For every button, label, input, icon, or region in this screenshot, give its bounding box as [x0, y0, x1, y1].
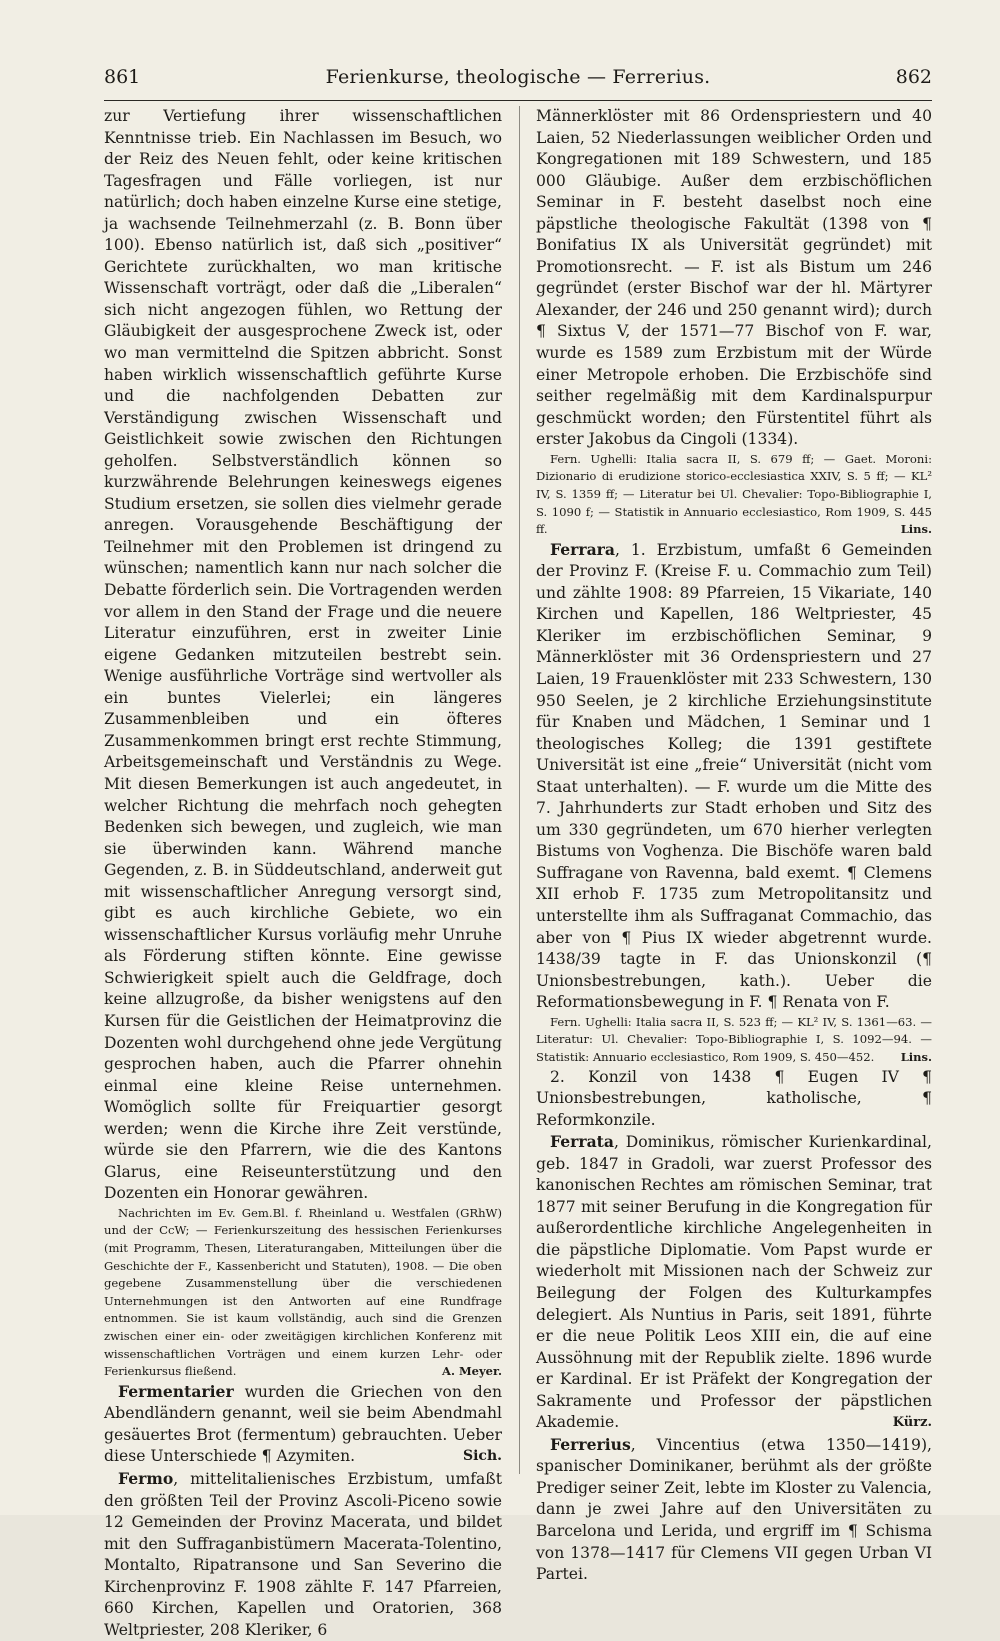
page-number-right: 862 [895, 66, 932, 88]
ferrata-text: , Dominikus, römischer Kurienkardinal, geb. 1847 in Gradoli, war zuerst Professor des kanonischen Rechtes am römischen Seminar, trat 1877 mit seiner Berufung in die Kongregation für außerordentliche kirchliche Angelegenheiten in die päpstliche Diplomatie. Vom Papst wurde er wiederholt mit Missionen nach der Schweiz zur Beilegung der Folgen des Kulturkampfes delegiert. Als Nuntius in Paris, seit 1891, führte er die neue Politik Leos XIII ein, die auf eine Aussöhnung mit der Republik zielte. 1896 wurde er Kardinal. Er ist Präfekt der Kongregation der Sakramente und Professor der päpstlichen Akademie. [536, 1133, 932, 1432]
entry-fermo [104, 1468, 502, 1641]
left-column [104, 106, 502, 1639]
fermentarier-text: wurden die Griechen von den Abendländern genannt, weil sie beim Abendmahl gesäuertes Brot (fermentum) gebrauchten. Ueber diese Unterschiede ¶ Azymiten. [104, 1382, 502, 1466]
fermo-text: , mittelitalienisches Erzbistum, umfaßt den größten Teil der Provinz Ascoli-Piceno sowie 12 Gemeinden der Provinz Macerata, und bildet mit den Suffraganbistümern Macerata-Tolentino, Montalto, Ripatransone und San Severino die Kirchenprovinz F. 1908 zählte F. 147 Pfarreien, 660 Kirchen, Kapellen und Oratorien, 368 Weltpriester, 208 Kleriker, 6 [104, 1470, 502, 1639]
running-header [104, 66, 932, 100]
fermo-literature-text: Fern. Ughelli: Italia sacra II, S. 679 ff; — Gaet. Moroni: Dizionario di erudizione storico-ecclesiastica XXIV, S. 5 ff; — KL² IV, S. 1359 ff; — Literatur bei Ul. Chevalier: Topo-Bibliographie I, S. 1090 f; — Statistik in Annuario ecclesiastico, Rom 1909, S. 445 ff. [536, 451, 932, 537]
lemma-ferrerius: Ferrerius [550, 1434, 631, 1454]
lemma-fermentarier: Fermentarier [118, 1381, 234, 1401]
ferrerius-text: , Vincentius (etwa 1350—1419), spanischer Dominikaner, berühmt als der größte Prediger seiner Zeit, lebte im Kloster zu Valencia, dann je zwei Jahre auf den Universitäten zu Barcelona und Lerida, und ergriff im ¶ Schisma von 1378—1417 für Clemens VII gegen Urban VI Partei. [536, 1435, 932, 1584]
entry-fermentarier [104, 1381, 502, 1468]
fermo-literature [536, 451, 932, 539]
author-signature: Lins. [900, 522, 932, 537]
ferrara-council-text: 2. Konzil von 1438 ¶ Eugen IV ¶ Unionsbestrebungen, katholische, ¶ Reformkonzile. [536, 1067, 932, 1129]
ferrara-text: , 1. Erzbistum, umfaßt 6 Gemeinden der Provinz F. (Kreise F. u. Commachio zum Teil) und zählte 1908: 89 Pfarreien, 15 Vikariate, 140 Kirchen und Kapellen, 186 Weltpriester, 45 Kleriker im erzbischöflichen Seminar, 9 Männerklöster mit 36 Ordenspriestern und 27 Laien, 19 Frauenklöster mit 233 Schwestern, 130 950 Seelen, je 2 kirchliche Erziehungsinstitute für Knaben und Mädchen, 1 Seminar und 1 theologisches Kolleg; die 1391 gestiftete Universität ist eine „freie“ Universität (nicht vom Staat unterhalten). — F. wurde um die Mitte des 7. Jahrhunderts zur Stadt erhoben und Sitz des um 330 gegründeten, um 670 hierher verlegten Bistums von Voghenza. Die Bischöfe waren bald Suffragane von Ravenna, bald exemt. ¶ Clemens XII erhob F. 1735 zum Metropolitansitz und unterstellte ihm als Suffraganat Commachio, das aber von ¶ Pius IX wieder abgetrennt wurde. 1438/39 tagte in F. das Unionskonzil (¶ Unionsbestrebungen, kath.). Ueber die Reformationsbewegung in F. ¶ Renata von F. [536, 540, 932, 1012]
author-signature: Lins. [900, 1049, 932, 1064]
ferrara-literature-text: Fern. Ughelli: Italia sacra II, S. 523 ff; — KL² IV, S. 1361—63. — Literatur: Ul. Chevalier: Topo-Bibliographie I, S. 1092—94. — Statistik: Annuario ecclesiastico, Rom 1909, S. 450—452. [536, 1014, 932, 1064]
ferrara-literature [536, 1014, 932, 1067]
lemma-ferrata: Ferrata [550, 1132, 614, 1152]
page-number-left: 861 [104, 66, 141, 88]
entry-ferrerius [536, 1434, 932, 1586]
right-column [536, 106, 932, 1584]
lemma-fermo: Fermo [118, 1469, 174, 1489]
header-rule [104, 100, 932, 101]
column-divider [519, 106, 520, 1474]
author-signature: Kürz. [892, 1415, 932, 1431]
author-signature: A. Meyer. [442, 1364, 502, 1379]
ferienkurse-text: zur Vertiefung ihrer wissenschaftlichen Kenntnisse trieb. Ein Nachlassen im Besuch, wo der Reiz des Neuen fehlt, oder keine kritischen Tagesfragen und Fälle vorliegen, ist nur natürlich; doch haben einzelne Kurse eine stetige, ja wachsende Teilnehmerzahl (z. B. Bonn über 100). Ebenso natürlich ist, daß sich „positiver“ Gerichtete zurückhalten, wo man kritische Wissenschaft vorträgt, oder daß die „Liberalen“ sich nicht angezogen fühlen, wo Rettung der Gläubigkeit der ausgesprochene Zweck ist, oder wo man vermittelnd die Spitzen abbricht. Sonst haben wirklich wissenschaftlich geführte Kurse und die nachfolgenden Debatten zur Verständigung zwischen Wissenschaft und Geistlichkeit sowie zwischen den Richtungen geholfen. Selbstverständlich können so kurzwährende Belehrungen keineswegs eigenes Studium ersetzen, sie sollen dies vielmehr gerade anregen. Vorausgehende Beschäftigung der Teilnehmer mit den Problemen ist dringend zu wünschen; namentlich kann nur nach solcher die Debatte förderlich sein. Die Vortragenden werden vor allem in den Stand der Frage und die neuere Literatur einzuführen, erst in zweiter Linie eigene Gedanken mitzuteilen bestrebt sein. Wenige ausführliche Vorträge sind wertvoller als ein buntes Vielerlei; ein längeres Zusammenbleiben und ein öfteres Zusammenkommen bringt erst rechte Stimmung, Arbeitsgemeinschaft und Verständnis zu Wege. Mit diesen Bemerkungen ist auch angedeutet, in welcher Richtung die mehrfach noch gehegten Bedenken sich bewegen, und zugleich, wie man sie überwinden kann. Während manche Gegenden, z. B. in Süddeutschland, anderweit gut mit wissenschaftlicher Anregung versorgt sind, gibt es auch kirchliche Gebiete, wo ein wissenschaftlicher Kursus vorläufig mehr Unruhe als Förderung stiften könnte. Eine gewisse Schwierigkeit spielt auch die Geldfrage, doch keine allzugroße, da bisher wenigstens auf den Kursen für die Geistlichen der Heimatprovinz die Dozenten wohl durchgehend ohne jede Vergütung gesprochen haben, auch die Pfarrer ohnehin einmal eine kleine Reise unternehmen. Womöglich sollte für Freiquartier gesorgt werden; wenn die Kirche ihre Zeit verstünde, würde sie den Pfarrern, wie die des Kantons Glarus, eine Reiseunterstützung und den Dozenten ein Honorar gewähren. [104, 107, 502, 1203]
running-title: Ferienkurse, theologische — Ferrerius. [325, 66, 711, 88]
lemma-ferrara: Ferrara [550, 539, 615, 559]
ferienkurse-literature [104, 1205, 502, 1381]
author-signature: Sich. [462, 1448, 502, 1465]
entry-ferrata [536, 1131, 932, 1434]
fermo-continued-text: Männerklöster mit 86 Ordenspriestern und 40 Laien, 52 Niederlassungen weiblicher Orden und Kongregationen mit 189 Schwestern, und 185 000 Gläubige. Außer dem erzbischöflichen Seminar in F. besteht daselbst noch eine päpstliche theologische Fakultät (1398 von ¶ Bonifatius IX als Universität gegründet) mit Promotionsrecht. — F. ist als Bistum um 246 gegründet (erster Bischof war der hl. Märtyrer Alexander, der 246 und 250 genannt wird); durch ¶ Sixtus V, der 1571—77 Bischof von F. war, wurde es 1589 zum Erzbistum mit der Würde einer Metropole erhoben. Die Erzbischöfe sind seither regelmäßig mit dem Kardinalspurpur geschmückt worden; den Fürstentitel führt als erster Jakobus da Cingoli (1334). [536, 107, 932, 449]
entry-ferrara [536, 539, 932, 1014]
ferienkurse-literature-text: Nachrichten im Ev. Gem.Bl. f. Rheinland u. Westfalen (GRhW) und der CcW; — Ferienkurszeitung des hessischen Ferienkurses (mit Programm, Thesen, Literaturangaben, Mitteilungen über die Geschichte der F., Kassenbericht und Statuten), 1908. — Die oben gegebene Zusammenstellung über die verschiedenen Unternehmungen ist den Antworten auf eine Rundfrage entnommen. Sie ist kaum vollständig, auch sind die Grenzen zwischen einer ein- oder zweitägigen kirchlichen Konferenz mit wissenschaftlichen Vorträgen und einem kurzen Lehr- oder Ferienkursus fließend. [104, 1205, 502, 1379]
